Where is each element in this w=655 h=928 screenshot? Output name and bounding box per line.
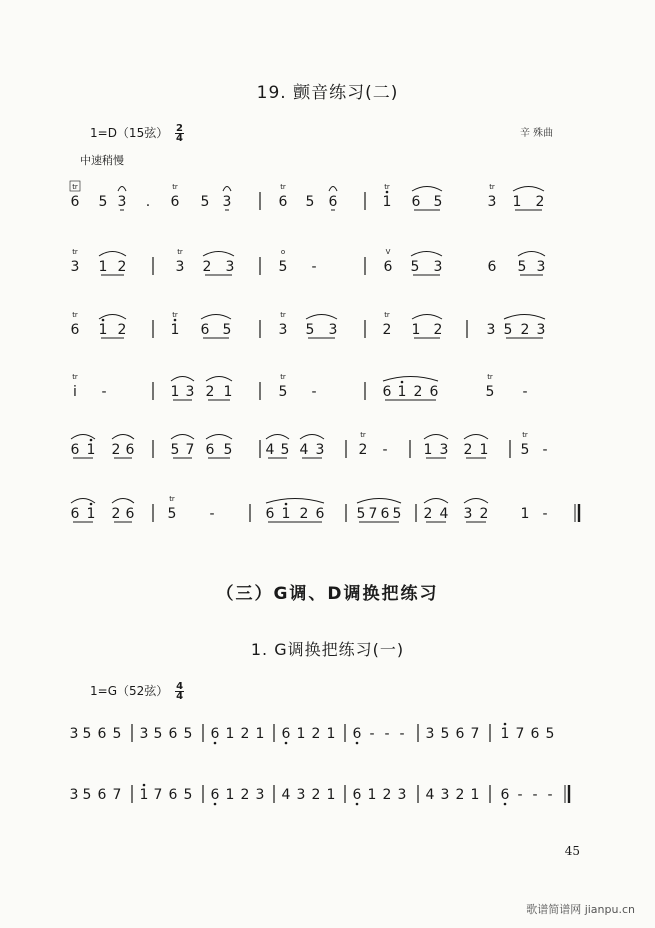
low-octave-dot: [214, 742, 217, 745]
note: 6: [411, 194, 421, 210]
note: 3: [463, 506, 473, 522]
note: 2: [240, 726, 250, 742]
slur: [112, 435, 134, 440]
time-top: 2: [176, 123, 183, 134]
low-octave-dot: [504, 803, 507, 806]
ornament-mark: tr: [72, 373, 78, 381]
note: 1: [500, 726, 510, 742]
note: 3: [487, 194, 497, 210]
sustain-dash: -: [542, 442, 548, 458]
page-number: 45: [564, 844, 580, 858]
note: 6: [383, 259, 393, 275]
key-label: 1=D（15弦）: [90, 126, 169, 140]
note: 2: [413, 384, 423, 400]
note: 5: [305, 194, 315, 210]
note: 5: [440, 726, 450, 742]
note: 2: [535, 194, 545, 210]
slur: [203, 252, 234, 257]
note: 1: [367, 787, 377, 803]
note: 3: [255, 787, 265, 803]
note: 1: [170, 384, 180, 400]
slur: [424, 499, 448, 504]
high-octave-dot: [102, 319, 105, 322]
note: 2: [382, 787, 392, 803]
note: 7: [368, 506, 378, 522]
key-label-2: 1=G（52弦）: [90, 684, 169, 698]
ornament-mark: o: [280, 248, 286, 256]
sustain-dash: -: [399, 726, 405, 742]
note: 2: [479, 506, 489, 522]
sustain-dash: -: [547, 787, 553, 803]
note: 6: [205, 442, 215, 458]
note: 3: [536, 259, 546, 275]
note: i: [73, 384, 77, 400]
music-line-5: [0, 428, 655, 468]
note: 3: [397, 787, 407, 803]
music-line-4: [0, 370, 655, 410]
slur: [383, 377, 438, 382]
music-line-3: [0, 308, 655, 348]
note: 5: [82, 787, 92, 803]
note: 5: [392, 506, 402, 522]
note: 7: [153, 787, 163, 803]
note: 6: [487, 259, 497, 275]
note: 1: [296, 726, 306, 742]
ornament-mark: tr: [360, 431, 366, 439]
note: 2: [463, 442, 473, 458]
note: 6: [210, 787, 220, 803]
time-top-2: 4: [176, 681, 184, 692]
low-octave-dot: [356, 742, 359, 745]
note: 1: [98, 259, 108, 275]
sustain-dash: -: [517, 787, 523, 803]
note: 6: [70, 506, 80, 522]
slur: [99, 252, 126, 257]
note: 5: [167, 506, 177, 522]
slur: [329, 187, 337, 192]
music-line-8: [0, 773, 655, 813]
time-bottom: 4: [176, 133, 183, 144]
note: 3: [315, 442, 325, 458]
note: 2: [520, 322, 530, 338]
note: 2: [202, 259, 212, 275]
note: 5: [433, 194, 443, 210]
time-signature: [175, 124, 184, 143]
note: 6: [265, 506, 275, 522]
note: 5: [280, 442, 290, 458]
note: 1: [397, 384, 407, 400]
sustain-dash: -: [369, 726, 375, 742]
note: 6: [352, 726, 362, 742]
note: 5: [520, 442, 530, 458]
slur: [112, 499, 134, 504]
note: 3: [70, 259, 80, 275]
note: 2: [205, 384, 215, 400]
note: 2: [423, 506, 433, 522]
slur: [171, 435, 194, 440]
note: 5: [517, 259, 527, 275]
key-signature: [90, 124, 184, 143]
note: 3: [425, 726, 435, 742]
slur: [71, 499, 95, 504]
music-line-6: [0, 492, 655, 532]
note: 6: [352, 787, 362, 803]
slur: [99, 315, 126, 320]
sustain-dash: -: [384, 726, 390, 742]
ornament-mark: tr: [522, 431, 528, 439]
slur: [118, 187, 126, 192]
note: 1: [520, 506, 530, 522]
slur: [306, 315, 337, 320]
note: 5: [545, 726, 555, 742]
note: 5: [98, 194, 108, 210]
sustain-dash: -: [209, 506, 215, 522]
note: 1: [170, 322, 180, 338]
note: 3: [175, 259, 185, 275]
note: 1: [86, 506, 96, 522]
note: 5: [305, 322, 315, 338]
slur: [266, 435, 289, 440]
note: 5: [278, 259, 288, 275]
note: 1: [423, 442, 433, 458]
note: 2: [455, 787, 465, 803]
note: 4: [299, 442, 309, 458]
note: 1: [479, 442, 489, 458]
note: 3: [278, 322, 288, 338]
slur: [504, 315, 545, 320]
note: 5: [200, 194, 210, 210]
note: 6: [125, 506, 135, 522]
note: 5: [410, 259, 420, 275]
music-line-2: [0, 245, 655, 285]
ornament-mark: tr: [177, 248, 183, 256]
note: 6: [210, 726, 220, 742]
ornament-mark: tr: [172, 311, 178, 319]
sustain-dash: -: [311, 259, 317, 275]
note: 6: [168, 726, 178, 742]
note: 1: [411, 322, 421, 338]
slur: [201, 315, 231, 320]
ornament-mark: tr: [280, 311, 286, 319]
low-octave-dot: [285, 742, 288, 745]
note: 3: [296, 787, 306, 803]
note: 2: [358, 442, 368, 458]
watermark: 歌谱简谱网 jianpu.cn: [526, 903, 635, 916]
high-octave-dot: [143, 784, 146, 787]
slur: [71, 435, 95, 440]
sustain-dash: -: [522, 384, 528, 400]
note: 7: [470, 726, 480, 742]
note: 1: [98, 322, 108, 338]
note: 5: [112, 726, 122, 742]
note: 5: [153, 726, 163, 742]
composer: 辛 殊曲: [520, 128, 554, 139]
sustain-dash: -: [542, 506, 548, 522]
note: 5: [356, 506, 366, 522]
high-octave-dot: [504, 723, 507, 726]
note: 1: [512, 194, 522, 210]
tempo-marking: 中速稍慢: [80, 154, 124, 167]
ornament-mark: V: [385, 248, 391, 256]
slur: [518, 252, 545, 257]
high-octave-dot: [90, 439, 93, 442]
ornament-mark: tr: [72, 311, 78, 319]
note: 4: [265, 442, 275, 458]
slur: [300, 435, 324, 440]
note: 2: [299, 506, 309, 522]
note: 3: [328, 322, 338, 338]
note: 6: [382, 384, 392, 400]
ornament-mark: tr: [72, 183, 78, 191]
high-octave-dot: [386, 191, 389, 194]
ornament-mark: tr: [280, 373, 286, 381]
music-line-7: [0, 712, 655, 752]
note: 1: [255, 726, 265, 742]
note: 5: [222, 322, 232, 338]
note: 1: [225, 726, 235, 742]
note: 3: [69, 726, 79, 742]
note: 5: [82, 726, 92, 742]
ornament-mark: tr: [72, 248, 78, 256]
note: 2: [240, 787, 250, 803]
exercise-title: 1. G调换把练习(一): [250, 640, 405, 659]
note: 4: [439, 506, 449, 522]
slur: [266, 499, 324, 504]
ornament-mark: tr: [384, 311, 390, 319]
note: 6: [97, 787, 107, 803]
note: 6: [500, 787, 510, 803]
high-octave-dot: [285, 503, 288, 506]
note: 2: [433, 322, 443, 338]
sustain-dash: -: [101, 384, 107, 400]
slur: [171, 377, 194, 382]
note: 7: [185, 442, 195, 458]
ornament-mark: tr: [487, 373, 493, 381]
slur: [206, 377, 232, 382]
note: 1: [281, 506, 291, 522]
slur: [357, 499, 401, 504]
note: 6: [70, 322, 80, 338]
piece-title: 19. 颤音练习(二): [256, 83, 399, 103]
note: 3: [225, 259, 235, 275]
ornament-mark: tr: [280, 183, 286, 191]
note: 1: [470, 787, 480, 803]
note: 6: [455, 726, 465, 742]
note: 1: [223, 384, 233, 400]
note: 6: [530, 726, 540, 742]
slur: [206, 435, 232, 440]
slur: [412, 187, 442, 192]
note: 3: [139, 726, 149, 742]
note: 6: [200, 322, 210, 338]
note: 3: [433, 259, 443, 275]
note: 5: [183, 726, 193, 742]
ornament-mark: tr: [172, 183, 178, 191]
key-signature-2: [90, 682, 184, 701]
slur: [424, 435, 448, 440]
note: 7: [515, 726, 525, 742]
note: 6: [168, 787, 178, 803]
note: 1: [86, 442, 96, 458]
note: 5: [278, 384, 288, 400]
time-signature-2: [175, 682, 184, 701]
note: 2: [117, 259, 127, 275]
note: 6: [70, 194, 80, 210]
slur: [513, 187, 544, 192]
note: 5: [170, 442, 180, 458]
note: 4: [281, 787, 291, 803]
note: 5: [503, 322, 513, 338]
high-octave-dot: [90, 503, 93, 506]
low-octave-dot: [214, 803, 217, 806]
note: 3: [185, 384, 195, 400]
note: 1: [382, 194, 392, 210]
slur: [464, 435, 488, 440]
note: 6: [281, 726, 291, 742]
note: 6: [170, 194, 180, 210]
note: 6: [70, 442, 80, 458]
note: 5: [485, 384, 495, 400]
slur: [411, 252, 442, 257]
note: 3: [486, 322, 496, 338]
note: 1: [326, 726, 336, 742]
note: 4: [425, 787, 435, 803]
note: 3: [222, 194, 232, 210]
high-octave-dot: [174, 319, 177, 322]
time-bottom-2: 4: [176, 691, 184, 702]
note: 1: [139, 787, 149, 803]
high-octave-dot: [401, 381, 404, 384]
slur: [412, 315, 442, 320]
note: 6: [97, 726, 107, 742]
ornament-mark: tr: [384, 183, 390, 191]
low-octave-dot: [356, 803, 359, 806]
dot-mark: .: [145, 194, 151, 210]
ornament-mark: tr: [489, 183, 495, 191]
note: 2: [111, 442, 121, 458]
sustain-dash: -: [532, 787, 538, 803]
note: 3: [536, 322, 546, 338]
note: 1: [225, 787, 235, 803]
note: 6: [278, 194, 288, 210]
sustain-dash: -: [311, 384, 317, 400]
sustain-dash: -: [382, 442, 388, 458]
note: 5: [223, 442, 233, 458]
note: 3: [69, 787, 79, 803]
note: 6: [315, 506, 325, 522]
slur: [464, 499, 488, 504]
note: 3: [117, 194, 127, 210]
note: 6: [380, 506, 390, 522]
note: 1: [326, 787, 336, 803]
music-line-1: [0, 180, 655, 220]
note: 2: [111, 506, 121, 522]
ornament-mark: tr: [169, 495, 175, 503]
note: 6: [125, 442, 135, 458]
section-title: （三）G调、D调换把练习: [216, 584, 439, 604]
note: 2: [117, 322, 127, 338]
note: 2: [311, 787, 321, 803]
slur: [223, 187, 231, 192]
note: 3: [440, 787, 450, 803]
note: 6: [429, 384, 439, 400]
note: 6: [328, 194, 338, 210]
note: 2: [311, 726, 321, 742]
note: 3: [439, 442, 449, 458]
note: 5: [183, 787, 193, 803]
note: 2: [382, 322, 392, 338]
note: 7: [112, 787, 122, 803]
